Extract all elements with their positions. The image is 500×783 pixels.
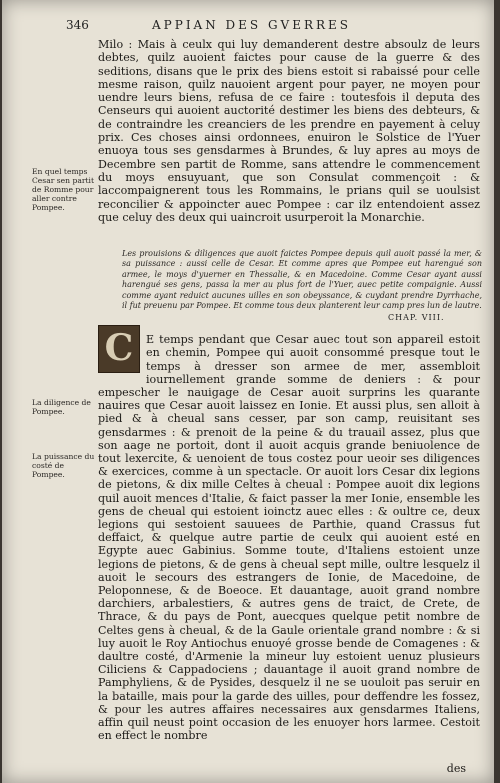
chapter-summary: Les prouisions & diligences que auoit faictes Pompee depuis quil auoit passé la mer, & sa puissance : aussi celle de Cesar. Et comme apres que Pompee eut harengué son armee, le moys d'yuerner en Thessalie, & en Macedoine. Comme Cesar ayant aussi harengué ses gens, passa la mer au plus fort de l'Yuer, auec petite compaignie. Aussi comme ayant reduict aucunes uilles en son obeyssance, & cuydant prendre Dyrrhache, il fut preuenu par Pompee. Et comme tous deux planterent leur camp pres lun de lautre. [122,249,482,311]
margin-note-1: En quel temps Cesar sen partit de Romme pour aller contre Pompee. [32,167,95,212]
running-title: APPIAN DES GVERRES [152,18,352,32]
page-header [66,18,486,34]
book-page [2,0,494,783]
body-text-2 [98,322,480,753]
margin-note-3: La puissance du costé de Pompee. [32,452,95,479]
page-number: 346 [66,18,89,32]
dropcap-letter: C [104,327,134,370]
catchword: des [446,762,466,775]
body-text-1 [98,38,480,224]
paragraph-1: Milo : Mais à ceulx qui luy demanderent destre absoulz de leurs debtes, quilz auoient faictes pour cause de la guerre & des seditions, disans que le prix des biens estoit si rabaissé pour celle mesme raison, quilz nauoient argent pour payer, ne moyen pour uendre leurs biens, refusa de ce faire : toutesfois il deputa des Censeurs qui auoient auctorité destimer les biens des debteurs, & de contraindre les creanciers de les prendre en payement à celuy prix. Ces choses ainsi ordonnees, enuiron le Solstice de l'Yuer enuoya tous ses gensdarmes à Brundes, & luy apres au moys de Decembre sen partit de Romme, sans attendre le commencement du moys ensuyuant, que son Consulat commençoit : & laccompaignerent tous les Rommains, le prians quil se uoulsist reconcilier & appoincter auec Pompee : car ilz entendoient assez que celuy des deux qui uaincroit usurperoit la Monarchie. [98,38,480,224]
margin-note-2: La diligence de Pompee. [32,398,91,416]
paragraph-2: E temps pendant que Cesar auec tout son appareil estoit en chemin, Pompee qui auoit consommé presque tout le temps à dresser son armee de mer, assembloit iournellement grande somme de deniers : & pour empescher le nauigage de Cesar auoit surprins les quarante nauires que Cesar auoit laissez en Ionie. Et aussi plus, sen alloit à pied & à cheual sans cesser, par son camp, reuisitant ses gensdarmes : & prenoit de la peine & du trauail assez, plus que son aage ne portoit, dont il auoit acquis grande beniuolence de tout lexercite, & uenoient de tous costez pour ueoir ses diligences & exercices, comme à un spectacle. Or auoit lors Cesar dix legions de pietons, & dix mille Celtes à cheual : Pompee auoit dix legions quil auoit mences d'Italie, & faict passer la mer Ionie, ensemble les gens de cheual qui estoient ioinctz auec elles : & oultre ce, deux legions qui sestoient sauuees de Parthie, quand Crassus fut deffaict, & quelque autre partie de ceulx qui auoient esté en Egypte auec Gabinius. Somme toute, d'Italiens estoient unze legions de pietons, & de gens à cheual sept mille, oultre lesquelz il auoit le secours des estrangers de Ionie, de Macedoine, de Peloponnese, & de Boeoce. Et dauantage, auoit grand nombre darchiers, arbalestiers, & autres gens de traict, de Crete, de Thrace, & du pays de Pont, auecques quelque petit nombre de Celtes gens à cheual, & de la Gaule orientale grand nombre : & si luy auoit le Roy Antiochus enuoyé grosse bende de Comagenes : & daultre costé, d'Armenie la mineur luy estoient uenuz plusieurs Ciliciens & Cappadociens ; dauantage il auoit grand nombre de Pamphyliens, & de Pysides, desquelz il ne se uouloit pas seruir en la bataille, mais pour la garde des uilles, pour deffendre les fossez, & pour les autres affaires necessaires aux gensdarmes Italiens, affin quil neust point occasion de les enuoyer hors larmee. Cestoit en effect le nombre [98,333,480,743]
chapter-label: CHAP. VIII. [388,313,445,322]
dropcap-ornament [98,325,140,373]
